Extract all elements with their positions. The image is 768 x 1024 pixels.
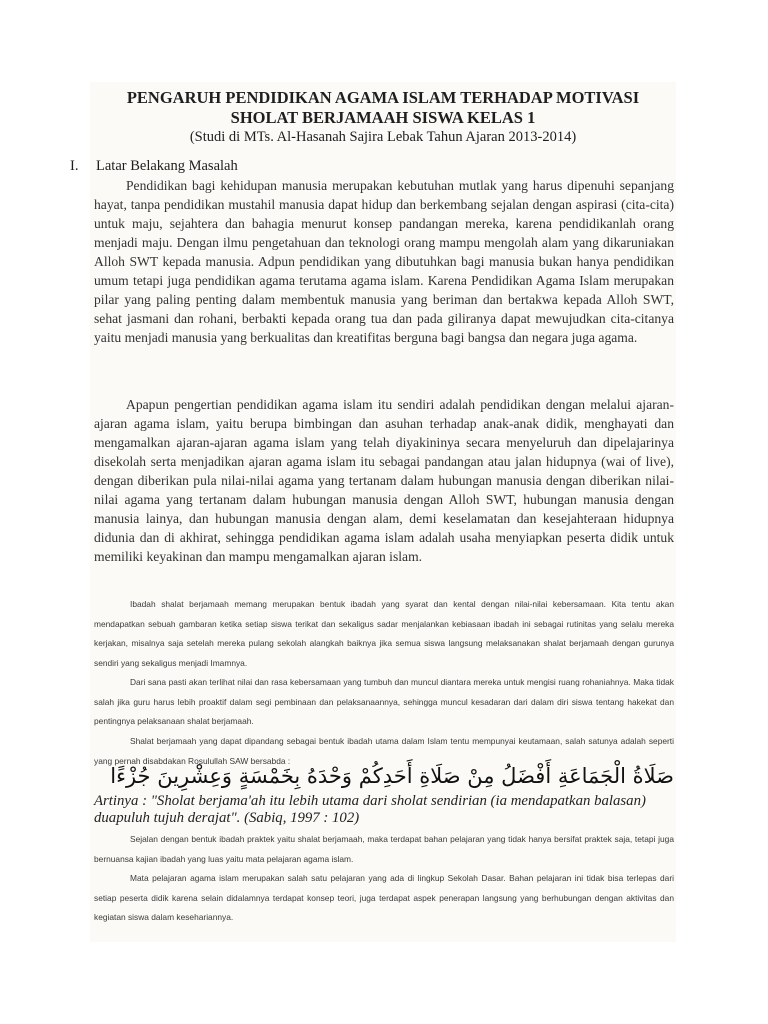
section-heading — [70, 156, 238, 176]
arabic-hadith: صَلَاةُ الْجَمَاعَةِ أَفْضَلُ مِنْ صَلَاةِ أَحَدِكُمْ وَحْدَهُ بِخَمْسَةٍ وَعِشْرِينَ جُزْءًا — [110, 764, 674, 788]
small-paragraph-4 — [94, 830, 674, 869]
section-title: Latar Belakang Masalah — [96, 158, 238, 174]
small-paragraph-5-text: Mata pelajaran agama islam merupakan salah satu pelajaran yang ada di lingkup Sekolah Dasar. Bahan pelajaran ini tidak bisa terlepas dari setiap peserta didik karena selain didalamnya terdapat konsep teori, juga terdapat aspek penerapan langsung yang berhubungan dengan aktivitas dan kegiatan siswa dalam kesehariannya. — [94, 873, 674, 923]
small-paragraph-2-text: Dari sana pasti akan terlihat nilai dan rasa kebersamaan yang tumbuh dan muncul diantara mereka untuk mengisi ruang rohaniahnya. Maka tidak salah jika guru harus lebih proaktif dalam segi pembinaan dan pelaksanaannya, sehingga muncul kesadaran dari dalam diri siswa tentang hakekat dan pentingnya pelaksanaan shalat berjamaah. — [94, 677, 674, 727]
body-paragraph-1 — [94, 176, 674, 347]
document-title-line-2: SHOLAT BERJAMAAH SISWA KELAS 1 — [230, 108, 536, 127]
document-subtitle: (Studi di MTs. Al-Hasanah Sajira Lebak Tahun Ajaran 2013-2014) — [189, 129, 577, 145]
small-paragraph-1 — [94, 595, 674, 673]
section-number: I. — [70, 158, 79, 174]
small-paragraph-5 — [94, 869, 674, 928]
small-paragraph-3-text: Shalat berjamaah yang dapat dipandang sebagai bentuk ibadah utama dalam Islam tentu mempunyai keutamaan, salah satunya adalah seperti yang pernah disabdakan Rosulullah SAW bersabda : — [94, 736, 674, 766]
small-paragraph-4-text: Sejalan dengan bentuk ibadah praktek yaitu shalat berjamaah, maka terdapat bahan pelajaran yang tidak hanya bersifat praktek saja, tetapi juga bernuansa kajian ibadah yang luas yaitu mata pelajaran agama islam. — [94, 834, 674, 864]
body-paragraph-1-text: Pendidikan bagi kehidupan manusia merupakan kebutuhan mutlak yang harus dipenuhi sepanjang hayat, tanpa pendidikan mustahil manusia dapat hidup dan berkembang sejalan dengan aspirasi (cita-cita) untuk maju, sejahtera dan bahagia menurut konsep pandangan mereka, karena pendidikanlah orang menjadi maju. Dengan ilmu pengetahuan dan teknologi orang mampu mengolah alam yang dikaruniakan Alloh SWT kepada manusia. Adpun pendidikan yang dibutuhkan bagi manusia bukan hanya pendidikan umum tetapi juga pendidikan agama terutama agama islam. Karena Pendidikan Agama Islam merupakan pilar yang paling penting dalam membentuk manusia yang beriman dan bertakwa kepada Alloh SWT, sehat jasmani dan rohani, berbakti kepada orang tua dan pada giliranya dapat mewujudkan cita-citanya yaitu menjadi manusia yang berkualitas dan kreatifitas berguna bagi bangsa dan negara juga agama. — [94, 178, 674, 346]
small-paragraph-1-text: Ibadah shalat berjamaah memang merupakan bentuk ibadah yang syarat dan kental dengan nilai-nilai kebersamaan. Kita tentu akan mendapatkan sebuah gambaran ketika setiap siswa terikat dan sekaligus sadar menjalankan kebiasaan ibadah ini sebagai rutinitas yang selalu mereka kerjakan, misalnya saja setelah mereka pulang sekolah alangkah baiknya jika semua siswa langsung melaksanakan shalat berjamaah dengan gurunya sendiri yang sekaligus menjadi Imamnya. — [94, 599, 674, 668]
body-paragraph-2 — [94, 395, 674, 566]
document-title-line-1: PENGARUH PENDIDIKAN AGAMA ISLAM TERHADAP MOTIVASI — [126, 88, 640, 107]
hadith-translation: Artinya : "Sholat berjama'ah itu lebih utama dari sholat sendirian (ia mendapatkan balasan) duapuluh tujuh derajat". (Sabiq, 1997 : 102) — [94, 793, 646, 826]
body-paragraph-2-text: Apapun pengertian pendidikan agama islam itu sendiri adalah pendidikan dengan melalui ajaran-ajaran agama islam, yaitu berupa bimbingan dan asuhan terhadap anak-anak didik, menghayati dan mengamalkan ajaran-ajaran agama islam yang telah diyakininya secara menyeluruh dan dipelajarinya disekolah serta menjadikan ajaran agama islam itu sebagai pandangan atau jalan hidupnya (wai of live), dengan diberikan pula nilai-nilai agama yang tertanam dalam hubungan manusia dengan diberikan nilai-nilai agama yang tertanam dalam hubungan manusia dengan Alloh SWT, hubungan manusia dengan manusia lainya, dan hubungan manusia dengan alam, demi keselamatan dan kesejahteraan hidupnya didunia dan di akhirat, sehingga pendidikan agama islam adalah usaha menyiapkan peserta didik untuk memiliki keyakinan dan mampu mengamalkan ajaran islam. — [94, 397, 674, 565]
small-paragraph-2 — [94, 673, 674, 732]
